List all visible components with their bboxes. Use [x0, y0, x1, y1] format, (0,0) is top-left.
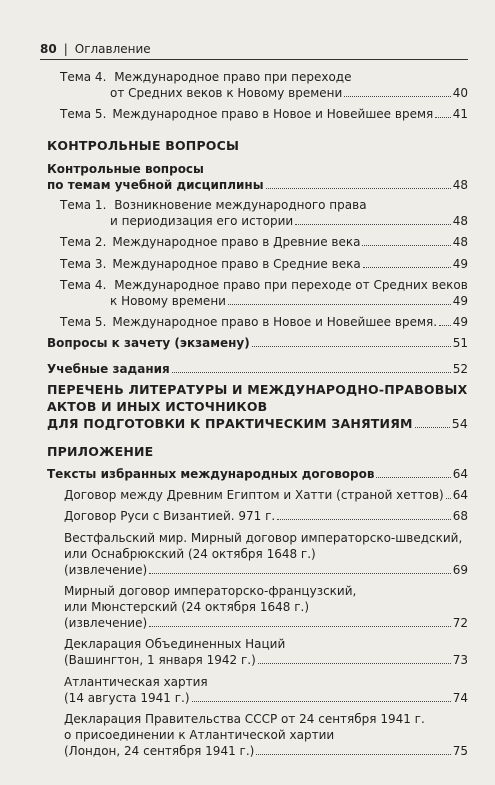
- entry-page: 54: [451, 416, 468, 431]
- entry-title-cont: (извлечение): [64, 563, 148, 577]
- toc-entry: [60, 106, 468, 122]
- entry-page: 51: [452, 336, 468, 350]
- toc-entry: [60, 234, 468, 250]
- toc-entry-line: [110, 213, 468, 229]
- leader-dots: [439, 324, 451, 326]
- entry-title-cont: (извлечение): [64, 616, 148, 630]
- section-heading-line: ДЛЯ ПОДГОТОВКИ К ПРАКТИЧЕСКИМ ЗАНЯТИЯМ: [47, 416, 413, 431]
- toc-entry-line: [110, 85, 468, 101]
- toc-entry-line: [64, 562, 468, 578]
- entry-title-cont: (14 августа 1941 г.): [64, 691, 190, 705]
- toc-entry: Вестфальский мир. Мирный договор императорско-шведский,: [64, 531, 463, 545]
- entry-page: 68: [452, 509, 468, 523]
- leader-dots: [415, 426, 450, 428]
- toc-entry: Декларация Правительства СССР от 24 сентября 1941 г.: [64, 712, 425, 726]
- running-header: [40, 42, 151, 56]
- entry-page: 49: [452, 294, 468, 308]
- entry-title: Вопросы к зачету (экзамену): [47, 336, 250, 350]
- entry-page: 49: [452, 257, 468, 271]
- toc-entry: [60, 314, 468, 330]
- toc-entry: Мирный договор императорско-французский,: [64, 584, 357, 598]
- entry-title: Учебные задания: [47, 362, 170, 376]
- section-heading-cont: АКТОВ И ИНЫХ ИСТОЧНИКОВ: [47, 399, 268, 414]
- header-title: Оглавление: [74, 42, 151, 56]
- entry-title-cont: к Новому времени: [110, 294, 226, 308]
- leader-dots: [266, 187, 451, 189]
- entry-page: 48: [452, 214, 468, 228]
- header-rule: [40, 59, 468, 60]
- leader-dots: [362, 244, 450, 246]
- entry-label: Тема 5.: [60, 107, 107, 121]
- toc-entry: [47, 361, 468, 377]
- toc-entry: [60, 197, 367, 213]
- toc-entry: [47, 335, 468, 351]
- entry-page: 52: [452, 362, 468, 376]
- entry-label: Тема 3.: [60, 257, 107, 271]
- toc-entry-line: [64, 743, 468, 759]
- toc-entry-line: или Мюнстерский (24 октября 1648 г.): [64, 600, 309, 614]
- entry-page: 48: [452, 235, 468, 249]
- leader-dots: [295, 223, 451, 225]
- leader-dots: [446, 497, 451, 499]
- entry-title-cont: по темам учебной дисциплины: [47, 178, 264, 192]
- page-number: 80: [40, 42, 57, 56]
- toc-entry-line: [47, 177, 468, 193]
- entry-page: 41: [452, 107, 468, 121]
- entry-title-cont: и периодизация его истории: [110, 214, 294, 228]
- leader-dots: [277, 518, 451, 520]
- leader-dots: [149, 572, 451, 574]
- toc-entry: [64, 508, 468, 524]
- entry-title-cont: (Вашингтон, 1 января 1942 г.): [64, 653, 256, 667]
- entry-label: Тема 5.: [60, 315, 107, 329]
- entry-title-cont: (Лондон, 24 сентября 1941 г.): [64, 744, 255, 758]
- entry-page: 48: [452, 178, 468, 192]
- toc-entry-line: или Оснабрюкский (24 октября 1648 г.): [64, 547, 316, 561]
- entry-title: Договор между Древним Египтом и Хатти (страной хеттов): [64, 488, 444, 502]
- entry-page: 69: [452, 563, 468, 577]
- entry-page: 49: [452, 315, 468, 329]
- toc-entry: Контрольные вопросы: [47, 162, 204, 176]
- toc-entry-line: [64, 652, 468, 668]
- toc-entry: Декларация Объединенных Наций: [64, 637, 286, 651]
- entry-label: Тема 4.: [60, 70, 107, 84]
- header-separator: |: [63, 42, 68, 56]
- leader-dots: [172, 371, 451, 373]
- toc-entry-line: о присоединении к Атлантической хартии: [64, 728, 335, 742]
- entry-title: Международное право при переходе от Средних веков: [114, 278, 468, 292]
- entry-label: Тема 4.: [60, 278, 107, 292]
- entry-page: 72: [452, 616, 468, 630]
- leader-dots: [252, 345, 451, 347]
- entry-page: 64: [452, 467, 468, 481]
- leader-dots: [192, 700, 451, 702]
- entry-page: 64: [452, 488, 468, 502]
- entry-label: Тема 2.: [60, 235, 107, 249]
- entry-label: Тема 1.: [60, 198, 107, 212]
- entry-title: Международное право в Новое и Новейшее время: [112, 107, 434, 121]
- leader-dots: [149, 625, 451, 627]
- toc-entry-line: [110, 293, 468, 309]
- leader-dots: [228, 303, 451, 305]
- section-heading-cont: [47, 416, 468, 433]
- leader-dots: [258, 662, 451, 664]
- toc-entry: [47, 466, 468, 482]
- toc-entry: Атлантическая хартия: [64, 675, 208, 689]
- toc-entry-line: [64, 615, 468, 631]
- leader-dots: [256, 753, 450, 755]
- toc-entry-line: [64, 690, 468, 706]
- toc-entry: [60, 69, 351, 85]
- entry-page: 73: [452, 653, 468, 667]
- entry-title: Возникновение международного права: [114, 198, 367, 212]
- entry-title: Тексты избранных международных договоров: [47, 467, 375, 481]
- entry-title: Международное право в Новое и Новейшее время.: [112, 315, 438, 329]
- toc-entry: [60, 277, 468, 293]
- entry-page: 74: [452, 691, 468, 705]
- entry-page: 75: [452, 744, 468, 758]
- entry-title-cont: от Средних веков к Новому времени: [110, 86, 343, 100]
- entry-page: 40: [452, 86, 468, 100]
- entry-title: Международное право в Древние века: [112, 235, 361, 249]
- entry-title: Договор Руси с Византией. 971 г.: [64, 509, 276, 523]
- entry-title: Международное право в Средние века: [112, 257, 361, 271]
- toc-entry: [64, 487, 468, 503]
- section-heading: ПРИЛОЖЕНИЕ: [47, 444, 154, 459]
- leader-dots: [376, 476, 450, 478]
- section-heading: ПЕРЕЧЕНЬ ЛИТЕРАТУРЫ И МЕЖДУНАРОДНО-ПРАВОВЫХ: [47, 382, 468, 397]
- entry-title: Международное право при переходе: [114, 70, 352, 84]
- leader-dots: [363, 266, 451, 268]
- toc-entry: [60, 256, 468, 272]
- leader-dots: [435, 116, 450, 118]
- section-heading: КОНТРОЛЬНЫЕ ВОПРОСЫ: [47, 138, 240, 153]
- leader-dots: [344, 95, 450, 97]
